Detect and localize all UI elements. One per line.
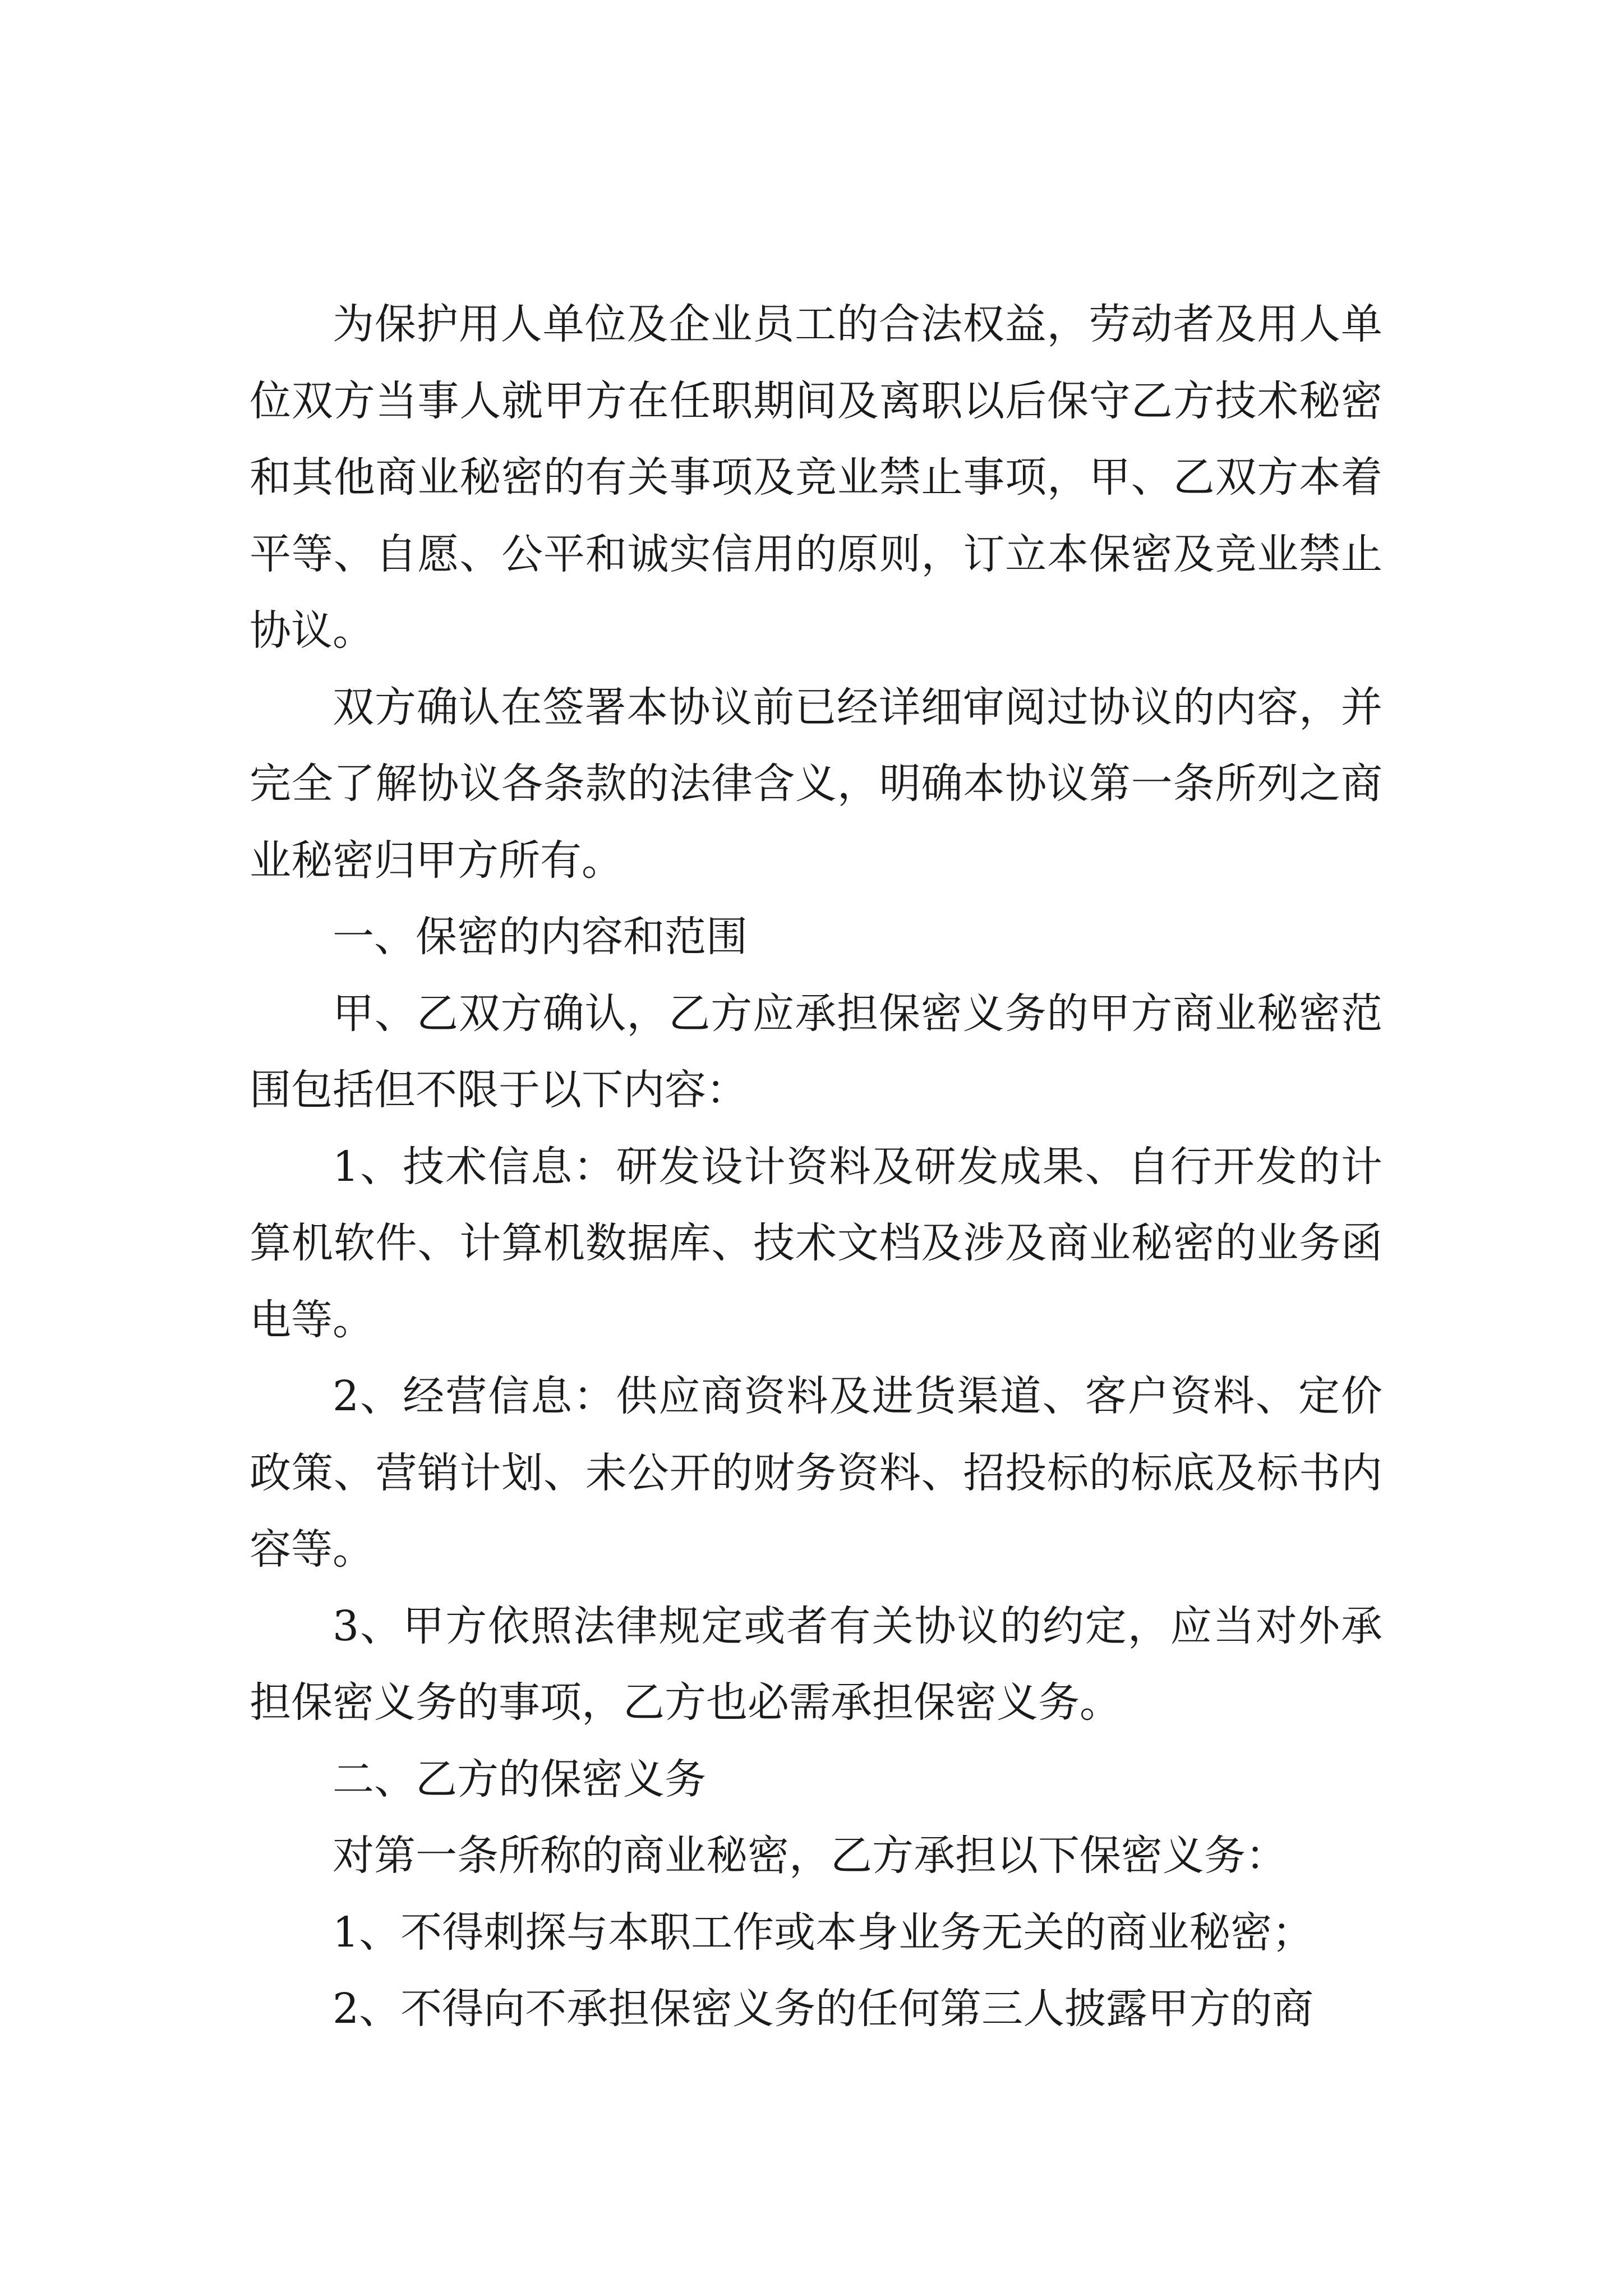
confirmation-paragraph: 双方确认在签署本协议前已经详细审阅过协议的内容，并完全了解协议各条款的法律含义，明确本协议第一条所列之商业秘密归甲方所有。	[250, 683, 1382, 885]
list-item-business-info: 2、经营信息：供应商资料及进货渠道、客户资料、定价政策、营销计划、未公开的财务资料、招投标的标底及标书内容等。	[250, 1372, 1382, 1573]
obligation-item-1: 1、不得刺探与本职工作或本身业务无关的商业秘密；	[333, 1908, 1314, 1957]
section-heading-2: 二、乙方的保密义务	[333, 1755, 706, 1803]
scope-paragraph: 甲、乙双方确认，乙方应承担保密义务的甲方商业秘密范围包括但不限于以下内容：	[250, 989, 1382, 1114]
section-heading-1: 一、保密的内容和范围	[333, 913, 748, 961]
obligation-item-2: 2、不得向不承担保密义务的任何第三人披露甲方的商	[333, 1985, 1314, 2033]
intro-paragraph: 为保护用人单位及企业员工的合法权益，劳动者及用人单位双方当事人就甲方在任职期间及离职以后保守乙方技术秘密和其他商业秘密的有关事项及竞业禁止事项，甲、乙双方本着平等、自愿、公平和诚实信用的原则，订立本保密及竞业禁止协议。	[250, 300, 1382, 655]
obligations-intro-paragraph: 对第一条所称的商业秘密，乙方承担以下保密义务：	[333, 1832, 1287, 1880]
list-item-technical-info: 1、技术信息：研发设计资料及研发成果、自行开发的计算机软件、计算机数据库、技术文档及涉及商业秘密的业务函电等。	[250, 1142, 1382, 1344]
list-item-legal-obligations: 3、甲方依照法律规定或者有关协议的约定，应当对外承担保密义务的事项，乙方也必需承担保密义务。	[250, 1602, 1382, 1727]
document-body	[250, 286, 1382, 2047]
